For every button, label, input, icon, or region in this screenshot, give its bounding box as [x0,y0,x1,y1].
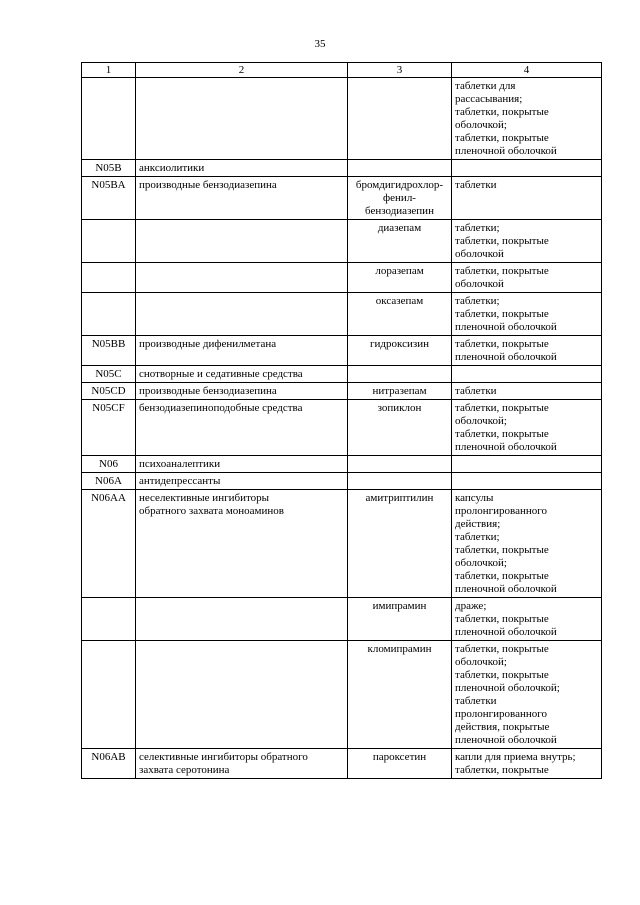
pharmacological-group-line: бензодиазепиноподобные средства [139,402,303,414]
table-row [82,473,602,490]
atc-code-cell: N05CD [82,383,136,400]
pharmacological-group-cell [136,177,348,220]
drug-name-cell [348,400,452,456]
dosage-form-line: таблетки [455,179,497,191]
dosage-form-line: таблетки; [455,531,500,543]
dosage-form-cell [452,336,602,366]
pharmacological-group-cell [136,473,348,490]
dosage-form-cell [452,383,602,400]
table-row [82,490,602,598]
atc-code-cell [82,263,136,293]
pharmacological-group-cell [136,366,348,383]
dosage-form-line: пленочной оболочкой [455,441,557,453]
dosage-form-cell [452,400,602,456]
dosage-form-line: таблетки, покрытые [455,643,549,655]
dosage-form-line: пленочной оболочкой; [455,682,560,694]
table-row [82,383,602,400]
table-row [82,336,602,366]
atc-code-cell [82,78,136,160]
table-row [82,263,602,293]
drug-name-line: зопиклон [377,402,422,414]
pharmacological-group-line: производные бензодиазепина [139,385,277,397]
atc-code-cell: N05C [82,366,136,383]
column-header: 3 [348,63,452,78]
dosage-form-line: таблетки, покрытые [455,308,549,320]
dosage-form-cell [452,263,602,293]
dosage-form-line: капсулы [455,492,494,504]
drug-name-cell [348,598,452,641]
dosage-form-line: пленочной оболочкой [455,734,557,746]
atc-code-cell: N06 [82,456,136,473]
drug-name-cell [348,293,452,336]
dosage-form-line: оболочкой; [455,119,507,131]
dosage-form-line: рассасывания; [455,93,523,105]
dosage-form-line: пленочной оболочкой [455,583,557,595]
dosage-form-line: пленочной оболочкой [455,626,557,638]
dosage-form-cell [452,598,602,641]
pharmacological-group-cell [136,220,348,263]
pharmacological-group-cell [136,160,348,177]
dosage-form-line: оболочкой [455,278,504,290]
dosage-form-line: таблетки, покрытые [455,428,549,440]
dosage-form-line: таблетки, покрытые [455,265,549,277]
dosage-form-line: таблетки [455,385,497,397]
dosage-form-cell [452,490,602,598]
table-row [82,177,602,220]
atc-code-cell: N05CF [82,400,136,456]
dosage-form-cell [452,749,602,779]
dosage-form-line: таблетки; [455,295,500,307]
table-body [82,78,602,779]
table-row [82,400,602,456]
atc-code-cell [82,220,136,263]
dosage-form-cell [452,78,602,160]
dosage-form-cell [452,160,602,177]
drug-name-cell [348,177,452,220]
table-row [82,160,602,177]
dosage-form-line: пленочной оболочкой [455,321,557,333]
drug-name-cell [348,220,452,263]
drug-name-cell [348,263,452,293]
drug-name-line: бромдигидрохлор- [355,179,444,191]
dosage-form-line: таблетки, покрытые [455,613,549,625]
drug-name-cell [348,336,452,366]
pharmacological-group-cell [136,641,348,749]
dosage-form-cell [452,177,602,220]
dosage-form-line: таблетки, покрытые [455,570,549,582]
drug-name-line: амитриптилин [365,492,434,504]
table-row [82,749,602,779]
pharmacological-group-cell [136,78,348,160]
atc-code-cell [82,641,136,749]
dosage-form-line: оболочкой; [455,656,507,668]
pharmacological-group-cell [136,263,348,293]
pharmacological-group-cell [136,383,348,400]
column-header: 1 [82,63,136,78]
dosage-form-line: действия, покрытые [455,721,550,733]
page-number: 35 [314,38,326,50]
dosage-form-line: пленочной оболочкой [455,351,557,363]
atc-code-cell: N06AA [82,490,136,598]
drug-name-line: бензодиазепин [365,205,434,217]
drug-name-cell [348,641,452,749]
dosage-form-line: таблетки, покрытые [455,764,549,776]
table-row [82,366,602,383]
drug-name-cell [348,366,452,383]
dosage-form-cell [452,641,602,749]
dosage-form-line: таблетки, покрытые [455,235,549,247]
pharmacological-group-cell [136,598,348,641]
pharmacological-group-cell [136,456,348,473]
dosage-form-line: драже; [455,600,487,612]
atc-code-cell: N05BA [82,177,136,220]
dosage-form-cell [452,293,602,336]
dosage-form-line: таблетки, покрытые [455,132,549,144]
drug-table [81,62,602,779]
pharmacological-group-line: психоаналептики [139,458,221,470]
drug-name-cell [348,160,452,177]
dosage-form-line: таблетки, покрытые [455,106,549,118]
dosage-form-line: оболочкой [455,248,504,260]
drug-name-line: кломипрамин [367,643,432,655]
drug-name-line: пароксетин [372,751,427,763]
drug-name-cell [348,490,452,598]
pharmacological-group-line: захвата серотонина [139,764,230,776]
dosage-form-line: пролонгированного [455,505,547,517]
drug-name-cell [348,473,452,490]
dosage-form-line: таблетки; [455,222,500,234]
dosage-form-line: действия; [455,518,501,530]
drug-name-cell [348,456,452,473]
dosage-form-line: оболочкой; [455,415,507,427]
pharmacological-group-line: обратного захвата моноаминов [139,505,284,517]
drug-name-cell [348,78,452,160]
atc-code-cell [82,293,136,336]
drug-name-line: диазепам [377,222,422,234]
table-header-row [82,63,602,78]
column-header: 4 [452,63,602,78]
atc-code-cell [82,598,136,641]
drug-name-line: имипрамин [372,600,427,612]
pharmacological-group-line: производные дифенилметана [139,338,277,350]
dosage-form-cell [452,220,602,263]
drug-name-line: оксазепам [375,295,424,307]
dosage-form-cell [452,366,602,383]
dosage-form-line: капли для приема внутрь; [455,751,576,763]
column-header: 2 [136,63,348,78]
drug-name-line: нитразепам [372,385,427,397]
atc-code-cell: N05B [82,160,136,177]
table-row [82,293,602,336]
drug-name-line: гидроксизин [370,338,429,350]
pharmacological-group-line: производные бензодиазепина [139,179,277,191]
drug-name-cell [348,749,452,779]
drug-name-line: фенил- [383,192,416,204]
dosage-form-line: пленочной оболочкой [455,145,557,157]
dosage-form-line: таблетки, покрытые [455,544,549,556]
dosage-form-line: пролонгированного [455,708,547,720]
dosage-form-line: таблетки, покрытые [455,402,549,414]
atc-code-cell: N06AB [82,749,136,779]
table-row [82,598,602,641]
atc-code-cell: N05BB [82,336,136,366]
dosage-form-line: таблетки, покрытые [455,669,549,681]
dosage-form-cell [452,456,602,473]
pharmacological-group-line: анксиолитики [139,162,205,174]
pharmacological-group-cell [136,293,348,336]
drug-name-cell [348,383,452,400]
drug-name-line: лоразепам [375,265,424,277]
dosage-form-cell [452,473,602,490]
dosage-form-line: таблетки для [455,80,516,92]
pharmacological-group-line: снотворные и седативные средства [139,368,303,380]
pharmacological-group-cell [136,336,348,366]
pharmacological-group-line: неселективные ингибиторы [139,492,270,504]
pharmacological-group-line: селективные ингибиторы обратного [139,751,308,763]
table-row [82,641,602,749]
table-row [82,220,602,263]
pharmacological-group-cell [136,400,348,456]
table-row [82,456,602,473]
dosage-form-line: таблетки [455,695,497,707]
pharmacological-group-cell [136,490,348,598]
pharmacological-group-cell [136,749,348,779]
dosage-form-line: таблетки, покрытые [455,338,549,350]
table-row [82,78,602,160]
pharmacological-group-line: антидепрессанты [139,475,221,487]
atc-code-cell: N06A [82,473,136,490]
dosage-form-line: оболочкой; [455,557,507,569]
